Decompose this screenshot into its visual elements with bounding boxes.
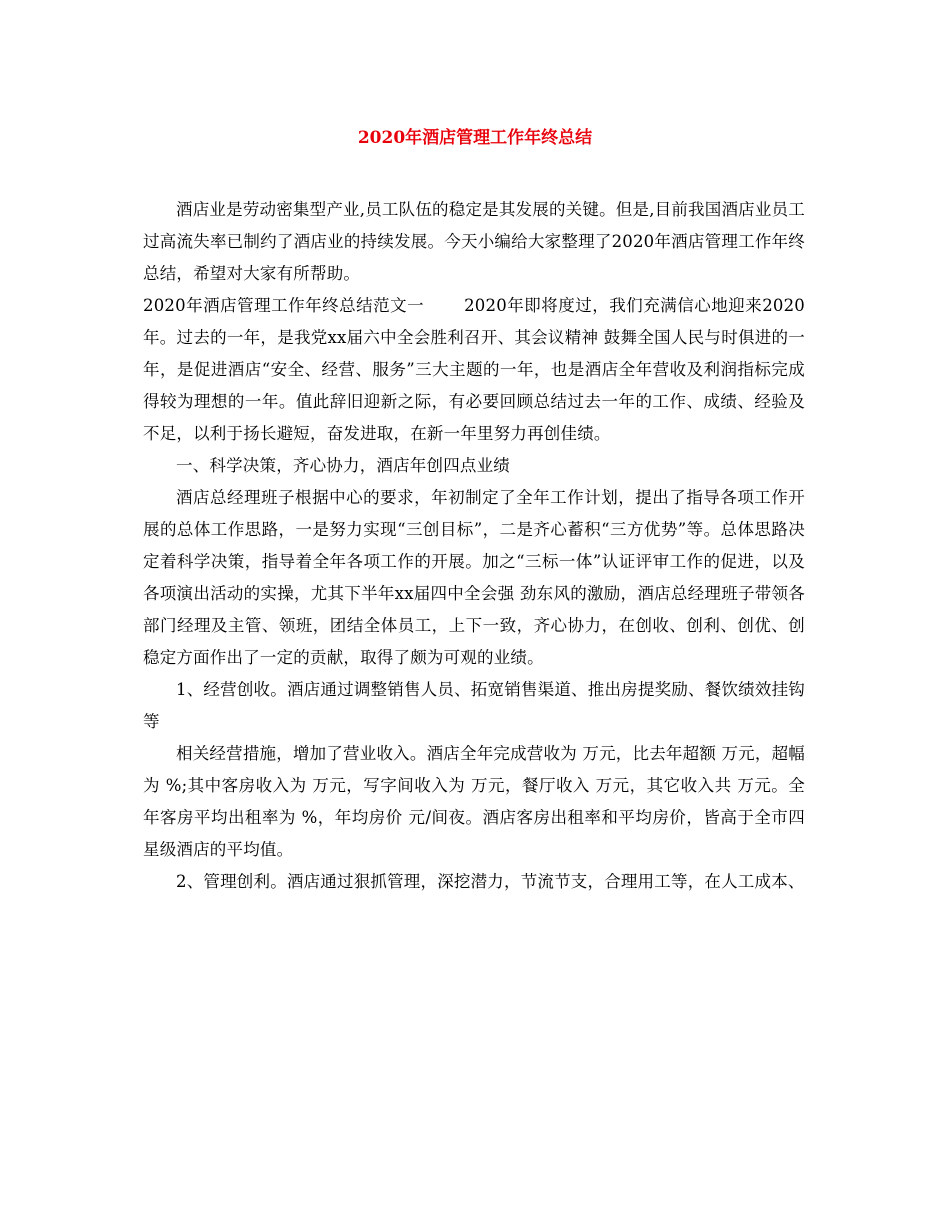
sample-paragraph <box>143 290 805 450</box>
item-paragraph-2: 2、管理创利。酒店通过狠抓管理，深挖潜力，节流节支，合理用工等，在人工成本、 <box>176 872 805 891</box>
sample-text: 2020年即将度过，我们充满信心地迎来2020年。过去的一年，是我党xx届六中全会胜利召开、其会议精神 鼓舞全国人民与时俱进的一年，是促进酒店“安全、经营、服务”三大主题的一年，也是酒店全年营收及利润指标完成得较为理想的一年。值此辞旧迎新之际，有必要回顾总结过去一年的工作、成绩、经验及不足，以利于扬长避短，奋发进取，在新一年里努力再创佳绩。 <box>143 296 805 443</box>
intro-paragraph: 酒店业是劳动密集型产业,员工队伍的稳定是其发展的关键。但是,目前我国酒店业员工过高流失率已制约了酒店业的持续发展。今天小编给大家整理了2020年酒店管理工作年终总结，希望对大家有所帮助。 <box>143 200 805 283</box>
sample-heading: 2020年酒店管理工作年终总结范文一 <box>143 296 425 315</box>
body-paragraph-income: 相关经营措施，增加了营业收入。酒店全年完成营收为 万元，比去年超额 万元，超幅为 %;其中客房收入为 万元，写字间收入为 万元，餐厅收入 万元，其它收入共 万元。全年客房平均出租率为 %，年均房价 元/间夜。酒店客房出租率和平均房价，皆高于全市四星级酒店的平均值。 <box>143 744 805 859</box>
section-heading-1: 一、科学决策，齐心协力，酒店年创四点业绩 <box>176 456 510 475</box>
document-title: 2020年酒店管理工作年终总结 <box>357 128 593 148</box>
body-paragraph: 酒店总经理班子根据中心的要求，年初制定了全年工作计划，提出了指导各项工作开展的总体工作思路，一是努力实现“三创目标”，二是齐心蓄积“三方优势”等。总体思路决定着科学决策，指导着全年各项工作的开展。加之“三标一体”认证评审工作的促进，以及各项演出活动的实操，尤其下半年xx届四中全会强 劲东风的激励，酒店总经理班子带领各部门经理及主管、领班，团结全体员工，上下一致，齐心协力，在创收、创利、创优、创稳定方面作出了一定的贡献，取得了颇为可观的业绩。 <box>143 488 805 667</box>
item-paragraph-1: 1、经营创收。酒店通过调整销售人员、拓宽销售渠道、推出房提奖励、餐饮绩效挂钩等 <box>143 680 805 731</box>
document-body <box>143 194 805 898</box>
